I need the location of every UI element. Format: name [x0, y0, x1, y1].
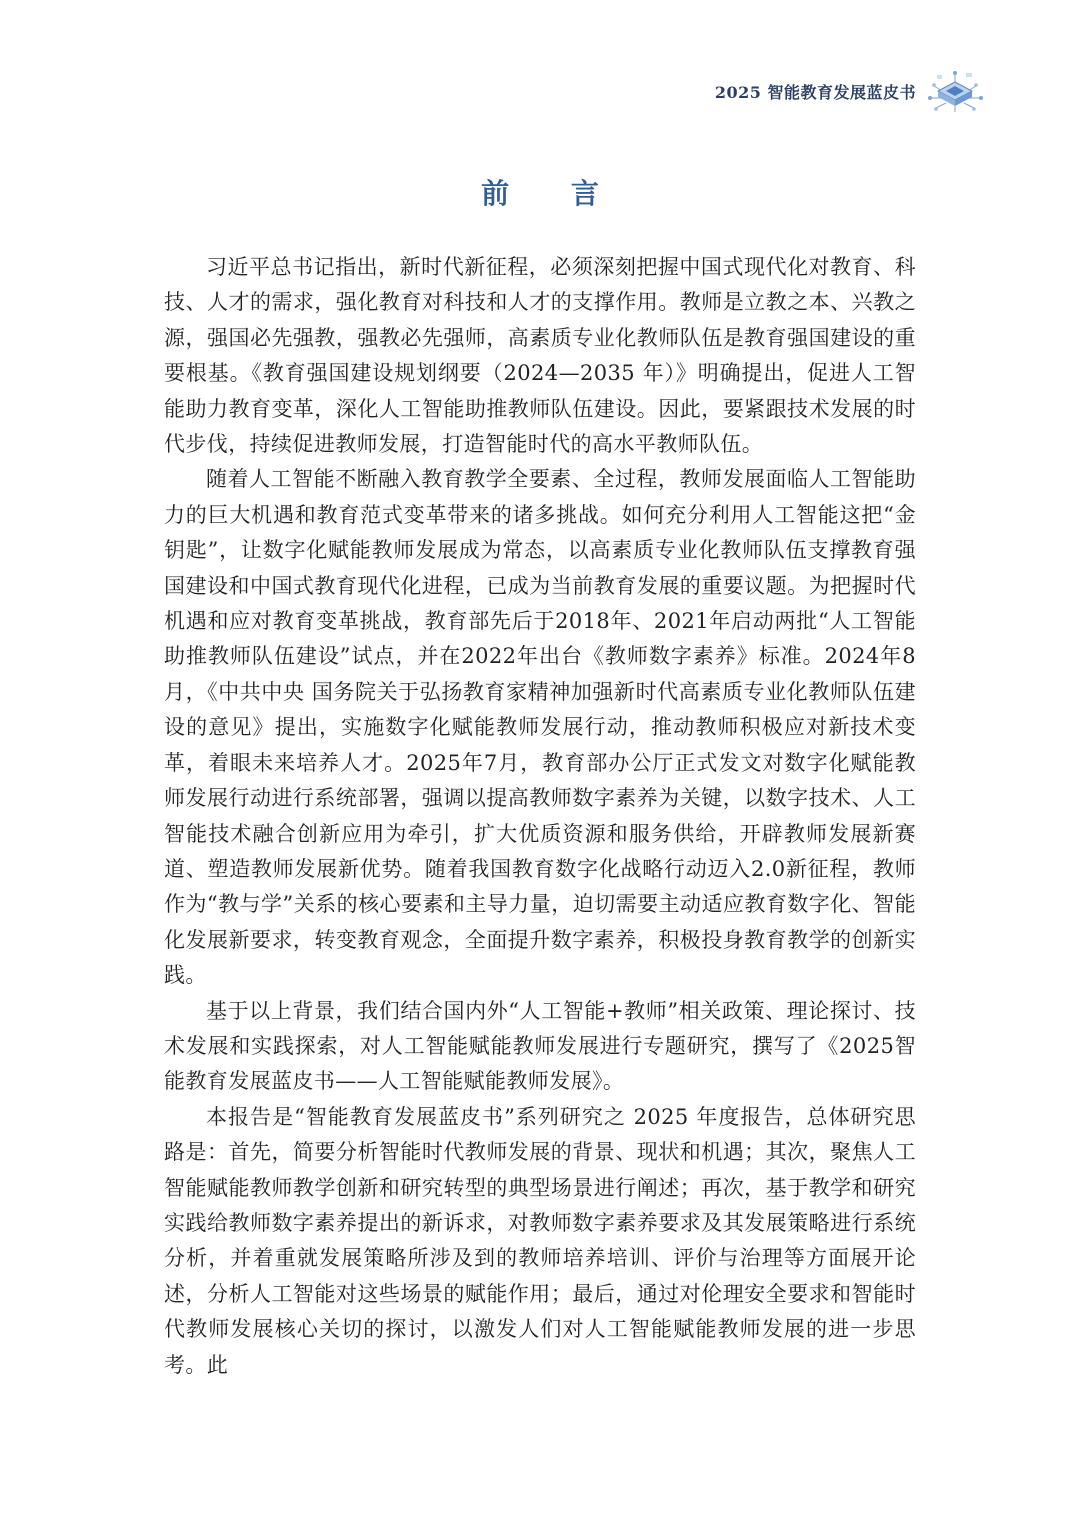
running-header	[715, 68, 984, 114]
paragraph: 随着人工智能不断融入教育教学全要素、全过程，教师发展面临人工智能助力的巨大机遇和教育范式变革带来的诸多挑战。如何充分利用人工智能这把“金钥匙”，让数字化赋能教师发展成为常态，以高素质专业化教师队伍支撑教育强国建设和中国式教育现代化进程，已成为当前教育发展的重要议题。为把握时代机遇和应对教育变革挑战，教育部先后于2018年、2021年启动两批“人工智能助推教师队伍建设”试点，并在2022年出台《教师数字素养》标准。2024年8月，《中共中央 国务院关于弘扬教育家精神加强新时代高素质专业化教师队伍建设的意见》提出，实施数字化赋能教师发展行动，推动教师积极应对新技术变革，着眼未来培养人才。2025年7月，教育部办公厅正式发文对数字化赋能教师发展行动进行系统部署，强调以提高教师数字素养为关键，以数字技术、人工智能技术融合创新应用为牵引，扩大优质资源和服务供给，开辟教师发展新赛道、塑造教师发展新优势。随着我国教育数字化战略行动迈入2.0新征程，教师作为“教与学”关系的核心要素和主导力量，迫切需要主动适应教育数字化、智能化发展新要求，转变教育观念，全面提升数字素养，积极投身教育教学的创新实践。	[164, 467, 916, 988]
paragraph: 本报告是“智能教育发展蓝皮书”系列研究之 2025 年度报告，总体研究思路是：首先，简要分析智能时代教师发展的背景、现状和机遇；其次，聚焦人工智能赋能教师教学创新和研究转型的典型场景进行阐述；再次，基于教学和研究实践给教师数字素养提出的新诉求，对教师数字素养要求及其发展策略进行系统分析，并着重就发展策略所涉及到的教师培养培训、评价与治理等方面展开论述，分析人工智能对这些场景的赋能作用；最后，通过对伦理安全要求和智能时代教师发展核心关切的探讨，以激发人们对人工智能赋能教师发展的进一步思考。此	[164, 1104, 916, 1377]
page-title: 前 言	[481, 177, 625, 210]
paragraph: 习近平总书记指出，新时代新征程，必须深刻把握中国式现代化对教育、科技、人才的需求，强化教育对科技和人才的支撑作用。教师是立教之本、兴教之源，强国必先强教，强教必先强师，高素质专业化教师队伍是教育强国建设的重要根基。《教育强国建设规划纲要（2024—2035 年）》明确提出，促进人工智能助力教育变革，深化人工智能助推教师队伍建设。因此，要紧跟技术发展的时代步伐，持续促进教师发展，打造智能时代的高水平教师队伍。	[164, 255, 916, 457]
preface-body	[164, 250, 916, 1383]
circuit-chip-icon	[926, 68, 984, 114]
paragraph: 基于以上背景，我们结合国内外“人工智能+教师”相关政策、理论探讨、技术发展和实践探索，对人工智能赋能教师发展进行专题研究，撰写了《2025智能教育发展蓝皮书——人工智能赋能教师发展》。	[164, 998, 916, 1094]
book-title: 2025 智能教育发展蓝皮书	[714, 82, 916, 102]
